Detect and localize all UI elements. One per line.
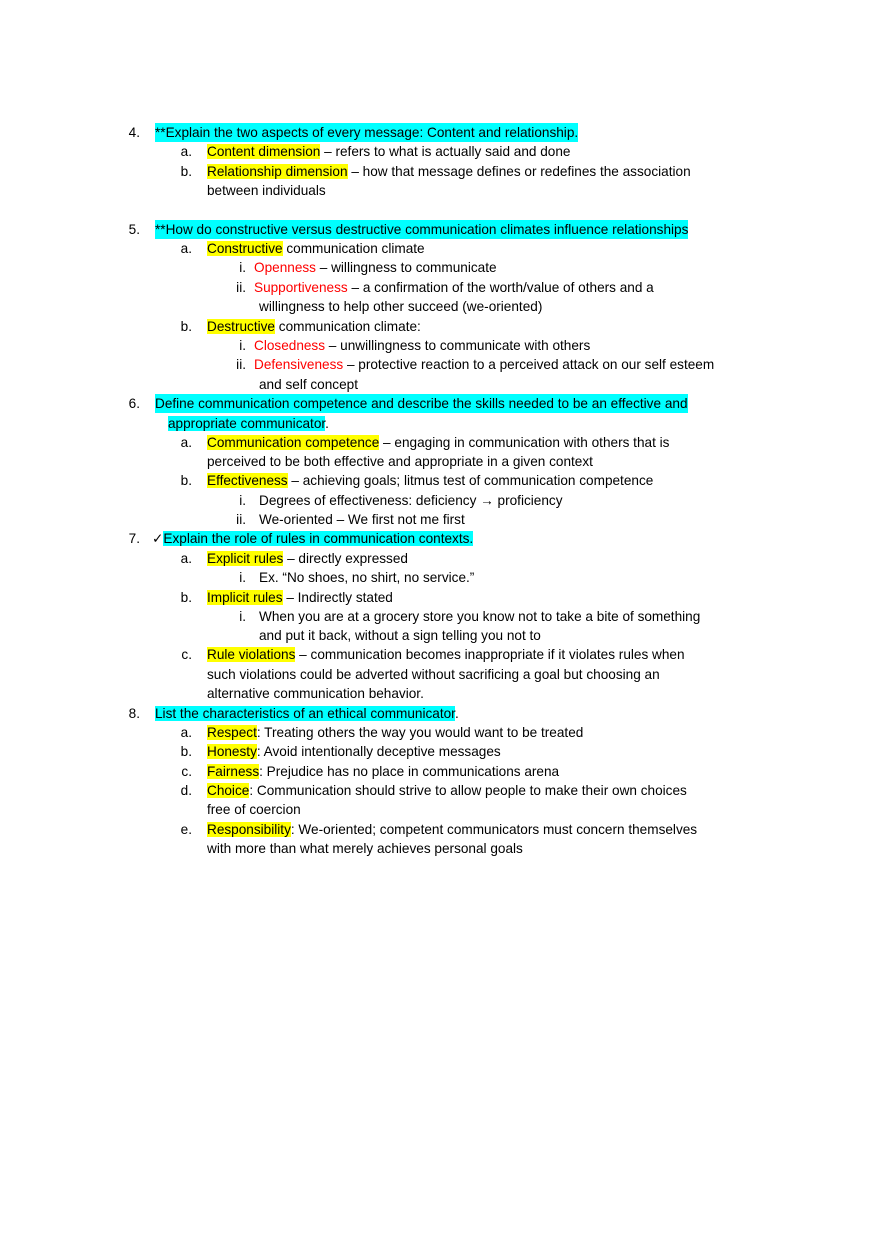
q5-a-marker: a. (180, 241, 192, 256)
q7-a-i-text: Ex. “No shoes, no shirt, no service.” (259, 570, 475, 585)
q4-a-text: – refers to what is actually said and done (320, 144, 571, 159)
q6-a-term: Communication competence (207, 435, 380, 450)
q6-number: 6. (128, 396, 140, 411)
q8-e-item (207, 820, 697, 839)
q4-b-item (207, 162, 691, 181)
q8-b-marker: b. (180, 744, 192, 759)
q6-b-ii-text: We-oriented – We first not me first (259, 512, 465, 527)
q8-e-marker: e. (180, 822, 192, 837)
q4-b-term: Relationship dimension (207, 164, 348, 179)
q5-b-term: Destructive (207, 319, 275, 334)
q6-b-term: Effectiveness (207, 473, 288, 488)
q7-c-text-cont1: such violations could be adverted without sacrificing a goal but choosing an (207, 667, 660, 682)
q7-b-term: Implicit rules (207, 590, 283, 605)
q8-d-item (207, 781, 687, 800)
q7-a-marker: a. (180, 551, 192, 566)
q7-c-term: Rule violations (207, 647, 296, 662)
q8-c-term: Fairness (207, 764, 260, 779)
q8-question: List the characteristics of an ethical communicator (155, 706, 455, 721)
q4-b-text: – how that message defines or redefines the association (347, 164, 691, 179)
q5-a-ii-text-cont: willingness to help other succeed (we-oriented) (259, 299, 543, 314)
q6-a-item (207, 433, 669, 452)
q6-a-text-cont: perceived to be both effective and appropriate in a given context (207, 454, 593, 469)
q6-a-text: – engaging in communication with others that is (379, 435, 670, 450)
q5-a-ii-text: – a confirmation of the worth/value of others and a (347, 280, 654, 295)
q7-c-item (207, 645, 685, 664)
q5-a-ii-marker: ii. (236, 280, 246, 295)
q7-b-text: – Indirectly stated (282, 590, 393, 605)
q5-b-i-term: Closedness (254, 338, 326, 353)
q6-question: Define communication competence and describe the skills needed to be an effective and (155, 394, 688, 413)
q8-b-term: Honesty (207, 744, 257, 759)
q8-d-text-cont: free of coercion (207, 802, 301, 817)
q7-a-i-marker: i. (239, 570, 246, 585)
q7-c-text-cont2: alternative communication behavior. (207, 686, 424, 701)
q5-b-ii-text: – protective reaction to a perceived attack on our self esteem (343, 357, 715, 372)
q8-a-item (207, 723, 583, 742)
q8-c-text: : Prejudice has no place in communications arena (259, 764, 560, 779)
q7-b-marker: b. (180, 590, 192, 605)
q6-question-cont (168, 414, 329, 433)
q5-b-ii-term: Defensiveness (254, 357, 344, 372)
q4-number: 4. (128, 125, 140, 140)
q5-a-ii-item (254, 278, 654, 297)
q5-b-i-text: – unwillingness to communicate with others (325, 338, 591, 353)
q4-a-item (207, 142, 570, 161)
q5-a-i-item (254, 258, 497, 277)
q7-b-item (207, 588, 393, 607)
q5-b-ii-text-cont: and self concept (259, 377, 358, 392)
q8-e-text: : We-oriented; competent communicators must concern themselves (290, 822, 698, 837)
q6-question-end: . (325, 416, 329, 431)
q5-b-i-item (254, 336, 590, 355)
q8-d-marker: d. (180, 783, 192, 798)
q4-b-marker: b. (180, 164, 192, 179)
q7-c-marker: c. (181, 647, 192, 662)
q7-c-text: – communication becomes inappropriate if it violates rules when (295, 647, 685, 662)
q5-b-item (207, 317, 421, 336)
q5-number: 5. (128, 222, 140, 237)
q8-b-item (207, 742, 501, 761)
q4-a-marker: a. (180, 144, 192, 159)
q6-a-marker: a. (180, 435, 192, 450)
q5-a-term: Constructive (207, 241, 283, 256)
q4-question: **Explain the two aspects of every message: Content and relationship. (155, 123, 578, 142)
q6-b-text: – achieving goals; litmus test of communication competence (287, 473, 654, 488)
q7-a-item (207, 549, 408, 568)
q6-question-cont-hl: appropriate communicator (168, 416, 326, 431)
q8-question-line (155, 704, 459, 723)
q5-a-text: communication climate (282, 241, 425, 256)
q8-number: 8. (128, 706, 140, 721)
q5-question: **How do constructive versus destructive communication climates influence relationships (155, 220, 688, 239)
q7-b-i-text-cont: and put it back, without a sign telling you not to (259, 628, 541, 643)
q7-b-i-marker: i. (239, 609, 246, 624)
q8-d-term: Choice (207, 783, 250, 798)
q8-c-item (207, 762, 559, 781)
q5-b-marker: b. (180, 319, 192, 334)
q7-a-text: – directly expressed (283, 551, 408, 566)
q7-number: 7. (128, 531, 140, 546)
q5-b-i-marker: i. (239, 338, 246, 353)
q8-d-text: : Communication should strive to allow people to make their own choices (249, 783, 687, 798)
q8-a-text: : Treating others the way you would want to be treated (256, 725, 584, 740)
q5-b-text: communication climate: (275, 319, 421, 334)
q6-b-marker: b. (180, 473, 192, 488)
q5-a-i-marker: i. (239, 260, 246, 275)
q7-b-i-text: When you are at a grocery store you know not to take a bite of something (259, 609, 701, 624)
q6-b-ii-marker: ii. (236, 512, 246, 527)
q8-question-end: . (454, 706, 459, 721)
q4-a-term: Content dimension (207, 144, 321, 159)
q5-a-item (207, 239, 425, 258)
q8-a-term: Respect (207, 725, 257, 740)
q6-b-i-marker: i. (239, 493, 246, 508)
q5-b-ii-item (254, 355, 714, 374)
q8-e-term: Responsibility (207, 822, 291, 837)
q7-question-line (152, 529, 473, 548)
q7-question: Explain the role of rules in communication contexts. (163, 531, 474, 546)
q8-c-marker: c. (181, 764, 192, 779)
q8-b-text: : Avoid intentionally deceptive messages (256, 744, 501, 759)
q5-a-i-term: Openness (254, 260, 316, 275)
check-icon: ✓ (152, 531, 164, 546)
q8-e-text-cont: with more than what merely achieves personal goals (207, 841, 523, 856)
q7-a-term: Explicit rules (207, 551, 284, 566)
q5-a-i-text: – willingness to communicate (315, 260, 497, 275)
q5-b-ii-marker: ii. (236, 357, 246, 372)
q6-b-item (207, 471, 653, 490)
q6-b-i-text: Degrees of effectiveness: deficiency → proficiency (259, 493, 563, 508)
q8-a-marker: a. (180, 725, 192, 740)
q5-a-ii-term: Supportiveness (254, 280, 348, 295)
q4-b-text-cont: between individuals (207, 183, 326, 198)
